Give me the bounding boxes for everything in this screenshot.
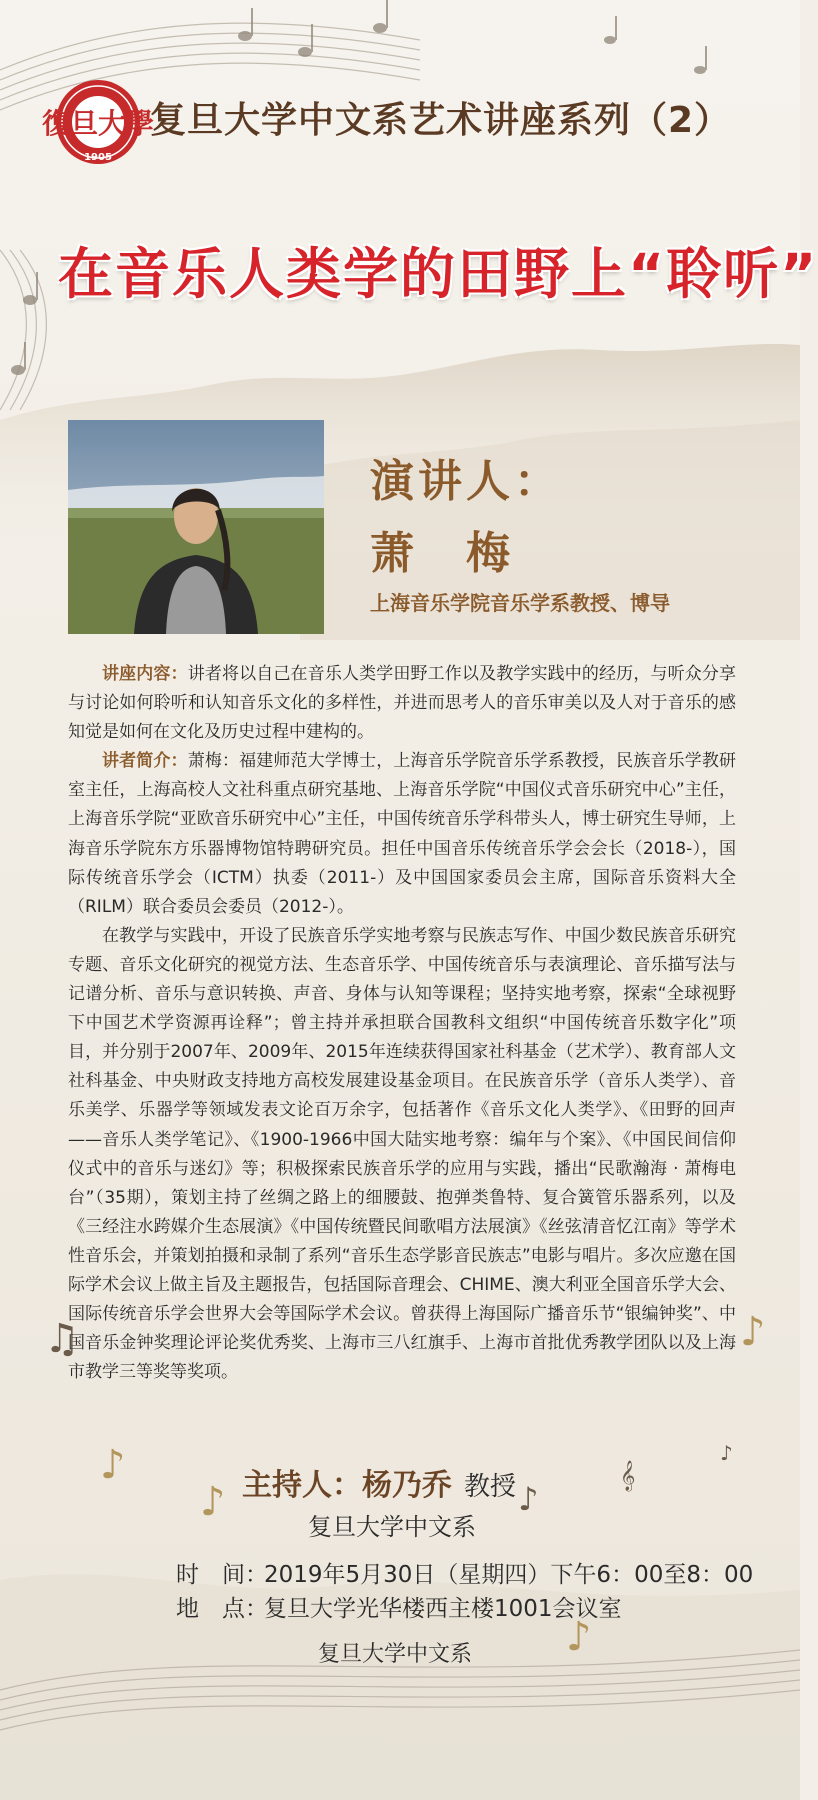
svg-text:𝄞: 𝄞 <box>620 1461 636 1491</box>
place-label: 地 点： <box>176 1596 268 1622</box>
organizer: 复旦大学中文系 <box>318 1642 473 1667</box>
lecture-content-text: 讲者将以自己在音乐人类学田野工作以及教学实践中的经历，与听众分享与讨论如何聆听和认知音乐文化的多样性，并进而思考人的音乐审美以及人对于音乐的感知觉是如何在文化及历史过程中建构的。 <box>68 664 737 743</box>
host-organization: 复旦大学中文系 <box>308 1513 476 1541</box>
speaker-bio-paragraph <box>68 747 736 922</box>
place-value: 复旦大学光华楼西主楼1001会议室 <box>264 1596 622 1622</box>
time-value: 2019年5月30日（星期四）下午6：00至8：00 <box>264 1562 754 1588</box>
svg-text:♪: ♪ <box>566 1614 592 1660</box>
time-label: 时 间： <box>176 1562 268 1588</box>
svg-text:♪: ♪ <box>720 1441 733 1465</box>
speaker-bio-text: 萧梅：福建师范大学博士，上海音乐学院音乐学系教授，民族音乐学教研室主任，上海高校人文社科重点研究基地、上海音乐学院“中国仪式音乐研究中心”主任，上海音乐学院“亚欧音乐研究中心”主任，中国传统音乐学科带头人，博士研究生导师，上海音乐学院东方乐器博物馆特聘研究员。担任中国音乐传统音乐学会会长（2018-），国际传统音乐学会（ICTM）执委（2011-）及中国国家委员会主席，国际音乐资料大全（RILM）联合委员会委员（2012-）。 <box>68 751 737 917</box>
lecture-description <box>68 660 736 1387</box>
svg-text:♪: ♪ <box>518 1480 539 1518</box>
lecture-content-paragraph <box>68 660 736 747</box>
lecture-content-label: 讲座内容： <box>102 664 188 684</box>
svg-text:♪: ♪ <box>100 1442 126 1488</box>
host-role: 教授 <box>464 1472 517 1502</box>
speaker-bio-paragraph-2: 在教学与实践中，开设了民族音乐学实地考察与民族志写作、中国少数民族音乐研究专题、音乐文化研究的视觉方法、生态音乐学、中国传统音乐与表演理论、音乐描写法与记谱分析、音乐与意识转换、声音、身体与认知等课程；坚持实地考察，探索“全球视野下中国艺术学资源再诠释”；曾主持并承担联合国教科文组织“中国传统音乐数字化”项目，并分别于2007年、2009年、2015年连续获得国家社科基金（艺术学）、教育部人文社科基金、中央财政支持地方高校发展建设基金项目。在民族音乐学（音乐人类学）、音乐美学、乐器学等领域发表文论百万余字，包括著作《音乐文化人类学》、《田野的回声——音乐人类学笔记》、《1900-1966中国大陆实地考察：编年与个案》、《中国民间信仰仪式中的音乐与迷幻》等；积极探索民族音乐学的应用与实践，播出“民歌瀚海 · 萧梅电台”（35期），策划主持了丝绸之路上的细腰鼓、抱弹类鲁特、复合簧管乐器系列，以及《三经注水跨媒介生态展演》《中国传统暨民间歌唱方法展演》《丝弦清音忆江南》等学术性音乐会，并策划拍摄和录制了系列“音乐生态学影音民族志”电影与唱片。多次应邀在国际学术会议上做主旨及主题报告，包括国际音理会、CHIME、澳大利亚全国音乐学大会、国际传统音乐学会世界大会等国际学术会议。曾获得上海国际广播音乐节“银编钟奖”、中国音乐金钟奖理论评论奖优秀奖、上海市三八红旗手、上海市首批优秀教学团队以及上海市教学三等奖等奖项。 <box>68 925 736 1383</box>
lecture-title: 在音乐人类学的田野上“聆听” <box>58 242 818 306</box>
series-title: 复旦大学中文系艺术讲座系列（2） <box>150 100 732 141</box>
svg-text:♪: ♪ <box>740 1309 766 1355</box>
speaker-title: 上海音乐学院音乐学系教授、博导 <box>370 591 670 615</box>
logo-ring-text: 復旦大學 <box>41 107 155 140</box>
speaker-label: 演讲人： <box>370 456 562 507</box>
logo-year: 1905 <box>84 152 112 163</box>
host-name: 主持人：杨乃乔 <box>242 1468 452 1503</box>
speaker-photo <box>68 420 324 634</box>
speaker-name: 萧 梅 <box>370 528 514 579</box>
host-line <box>242 1460 516 1504</box>
event-time <box>176 1556 753 1589</box>
svg-text:♪: ♪ <box>200 1479 226 1525</box>
speaker-bio-label: 讲者简介： <box>102 751 188 772</box>
svg-text:♫: ♫ <box>44 1316 80 1362</box>
event-place <box>176 1590 622 1623</box>
fudan-seal-icon <box>41 78 155 166</box>
